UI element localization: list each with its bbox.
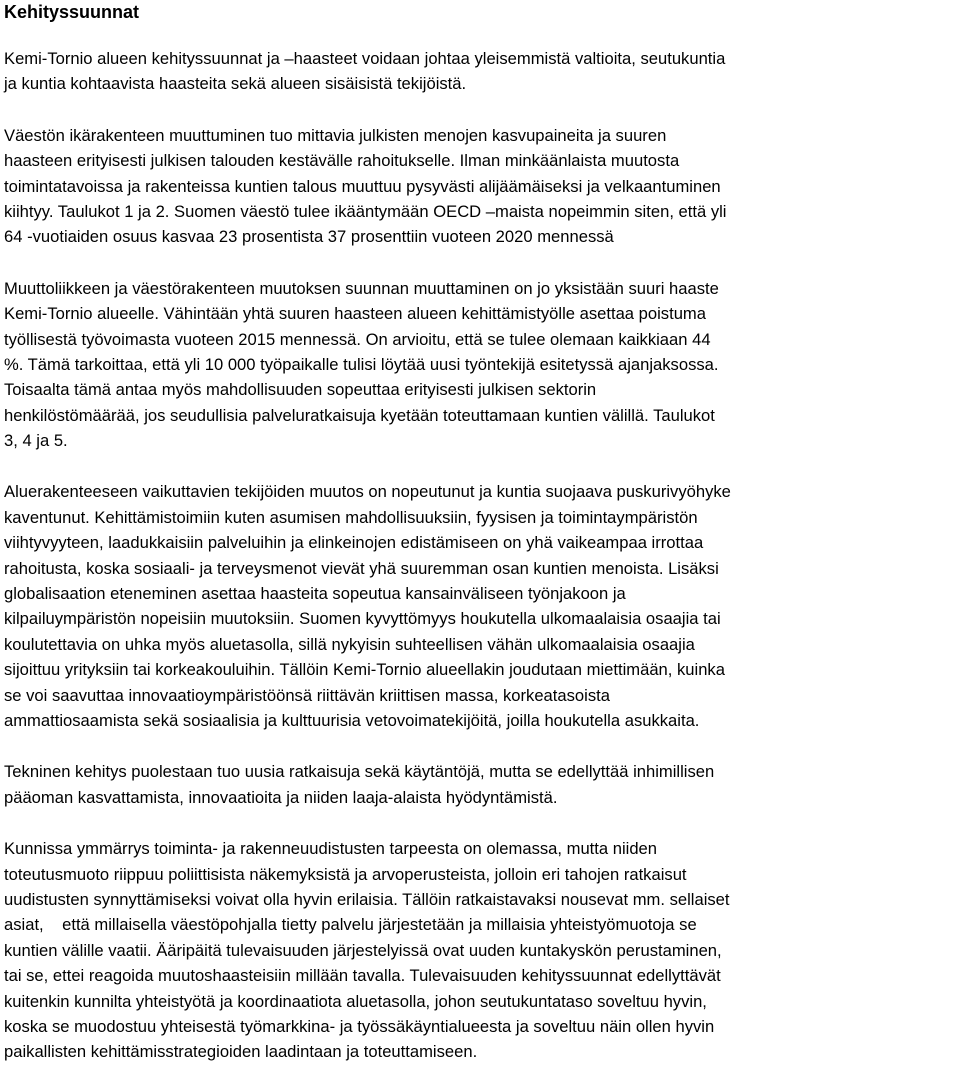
paragraph-3 xyxy=(4,276,956,454)
text-line: %. Tämä tarkoittaa, että yli 10 000 työpaikalle tulisi löytää uusi työntekijä esitetyssä ajanjaksossa. xyxy=(4,354,719,374)
text-line: haasteen erityisesti julkisen talouden kestävälle rahoitukselle. Ilman minkäänlaista muutosta xyxy=(4,151,680,171)
paragraph-5 xyxy=(4,759,956,810)
text-line: koska se muodostuu yhteisestä työmarkkina- ja työssäkäyntialueesta ja soveltuu näin ollen hyvin xyxy=(4,1016,715,1036)
text-line: viihtyvyyteen, laadukkaisiin palveluihin ja elinkeinojen edistämiseen on yhä vaikeampaa irrottaa xyxy=(4,533,704,553)
text-line: Kunnissa ymmärrys toiminta- ja rakenneuudistusten tarpeesta on olemassa, mutta niiden xyxy=(4,839,658,859)
paragraph-6 xyxy=(4,836,956,1065)
text-line: Toisaalta tämä antaa myös mahdollisuuden sopeuttaa erityisesti julkisen sektorin xyxy=(4,380,597,400)
text-line: kuntien välille vaatii. Ääripäitä tulevaisuuden järjestelyissä ovat uuden kuntakyskön perustaminen, xyxy=(4,940,722,960)
text-line: kuitenkin kunnilta yhteistyötä ja koordinaatiota aluetasolla, johon seutukuntataso soveltuu hyvin, xyxy=(4,991,707,1011)
text-line: tai se, ettei reagoida muutoshaasteisiin millään tavalla. Tulevaisuuden kehityssuunnat edellyttävät xyxy=(4,966,721,986)
text-line: henkilöstömäärää, jos seudullisia palveluratkaisuja kyetään toteuttamaan kuntien välillä. Taulukot xyxy=(4,405,715,425)
text-line: kaventunut. Kehittämistoimiin kuten asumisen mahdollisuuksiin, fyysisen ja toimintaympäristön xyxy=(4,507,698,527)
text-line: sijoittuu yrityksiin tai korkeakouluihin. Tällöin Kemi-Tornio alueellakin joudutaan miettimään, kuinka xyxy=(4,660,725,680)
text-line: Muuttoliikkeen ja väestörakenteen muutoksen suunnan muuttaminen on jo yksistään suuri haaste xyxy=(4,278,719,298)
text-line: paikallisten kehittämisstrategioiden laadintaan ja toteuttamiseen. xyxy=(4,1042,478,1062)
text-line: Kemi-Tornio alueelle. Vähintään yhtä suuren haasteen alueen kehittämistyölle asettaa poistuma xyxy=(4,304,706,324)
paragraph-1 xyxy=(4,46,956,97)
page-title: Kehityssuunnat xyxy=(4,2,140,22)
text-line: uudistusten synnyttämiseksi voivat olla hyvin erilaisia. Tällöin ratkaistavaksi nousevat mm. sellaiset xyxy=(4,889,730,909)
text-line: 3, 4 ja 5. xyxy=(4,431,68,451)
text-line: Väestön ikärakenteen muuttuminen tuo mittavia julkisten menojen kasvupaineita ja suuren xyxy=(4,125,667,145)
text-line: pääoman kasvattamista, innovaatioita ja niiden laaja-alaista hyödyntämistä. xyxy=(4,787,558,807)
paragraph-4 xyxy=(4,479,956,733)
text-line: kilpailuympäristön nopeisiin muutoksiin. Suomen kyvyttömyys houkutella ulkomaalaisia osaajia tai xyxy=(4,609,721,629)
text-line: työllisestä työvoimasta vuoteen 2015 mennessä. On arvioitu, että se tulee olemaan kaikkiaan 44 xyxy=(4,329,711,349)
text-line: 64 -vuotiaiden osuus kasvaa 23 prosentista 37 prosenttiin vuoteen 2020 mennessä xyxy=(4,227,614,247)
text-line: rahoitusta, koska sosiaali- ja terveysmenot vievät yhä suuremman osan kuntien menoista. Lisäksi xyxy=(4,558,719,578)
document-page xyxy=(4,0,956,1065)
text-line: Kemi-Tornio alueen kehityssuunnat ja –haasteet voidaan johtaa yleisemmistä valtioita, seutukuntia xyxy=(4,49,726,68)
text-line: kiihtyy. Taulukot 1 ja 2. Suomen väestö tulee ikääntymään OECD –maista nopeimmin siten, että yli xyxy=(4,201,727,221)
text-line: globalisaation eteneminen asettaa haasteita sopeutua kansainväliseen työnjakoon ja xyxy=(4,584,626,604)
text-line: toimintatavoissa ja rakenteissa kuntien talous muuttuu pysyvästi alijäämäiseksi ja velkaantuminen xyxy=(4,176,721,196)
text-line: se voi saavuttaa innovaatioympäristöönsä riittävän kriittisen massa, korkeatasoista xyxy=(4,685,610,705)
text-line: Tekninen kehitys puolestaan tuo uusia ratkaisuja sekä käytäntöjä, mutta se edellyttää inhimillisen xyxy=(4,762,715,782)
text-line: asiat, että millaisella väestöpohjalla tietty palvelu järjestetään ja millaisia yhteistyömuotoja se xyxy=(4,915,697,935)
text-line: Aluerakenteeseen vaikuttavien tekijöiden muutos on nopeutunut ja kuntia suojaava puskurivyöhyke xyxy=(4,482,731,502)
paragraph-2 xyxy=(4,123,956,250)
text-line: toteutusmuoto riippuu poliittisista näkemyksistä ja arvoperusteista, jolloin eri tahojen ratkaisut xyxy=(4,864,687,884)
text-line: ammattiosaamista sekä sosiaalisia ja kulttuurisia vetovoimatekijöitä, joilla houkutella asukkaita. xyxy=(4,710,700,730)
text-line: koulutettavia on uhka myös aluetasolla, sillä nykyisin suhteellisen vähän ulkomaalaisia osaajia xyxy=(4,634,695,654)
text-line: ja kuntia kohtaavista haasteita sekä alueen sisäisistä tekijöistä. xyxy=(4,74,467,94)
